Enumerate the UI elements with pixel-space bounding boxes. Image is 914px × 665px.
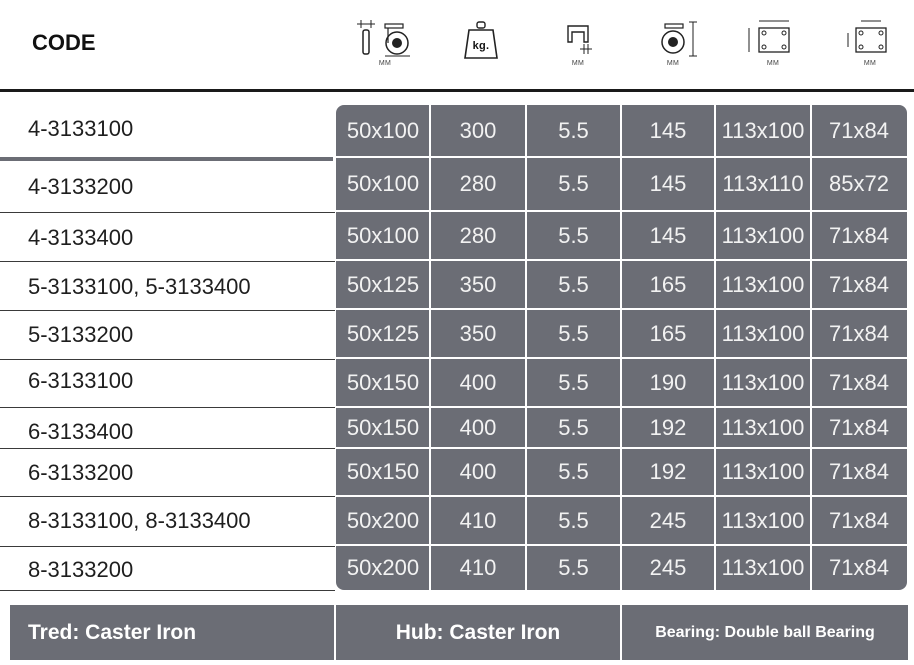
spec-cell: 192: [649, 459, 687, 484]
code-cell: 6-3133200: [28, 460, 134, 485]
code-cell: 8-3133100, 8-3133400: [28, 508, 251, 533]
spec-cell: 5.5: [558, 507, 589, 533]
grid-row-divider: [336, 259, 907, 261]
spec-cell: 50x100: [346, 118, 420, 143]
spec-cell: 71x84: [829, 507, 889, 533]
grid-column-divider: [714, 105, 716, 590]
spec-cell: 192: [649, 414, 687, 440]
spec-cell: 280: [459, 222, 497, 248]
spec-cell: 280: [459, 171, 497, 196]
grid-column-divider: [429, 105, 431, 590]
spec-cell: 165: [649, 271, 687, 297]
spec-cell: 113x100: [721, 271, 805, 297]
grid-row-divider: [336, 156, 907, 158]
spec-cell: 113x100: [721, 414, 805, 440]
plate-size-icon-cell: [743, 18, 803, 74]
fork-thickness-icon: [548, 18, 608, 58]
wheel-height-icon-cell: [643, 18, 703, 74]
grid-column-divider: [525, 105, 527, 590]
spec-cell: 113x100: [721, 118, 805, 143]
spec-cell: 5.5: [558, 271, 589, 297]
spec-cell: 50x100: [346, 222, 420, 248]
grid-row-divider: [336, 210, 907, 212]
code-cell: 6-3133400: [28, 419, 134, 444]
spec-cell: 350: [459, 271, 497, 297]
spec-cell: 50x125: [346, 271, 420, 297]
bolt-hole-spacing-icon-cell: [840, 18, 900, 74]
spec-cell: 245: [649, 507, 687, 533]
spec-cell: 50x150: [346, 459, 420, 484]
spec-cell: 113x100: [721, 320, 805, 346]
grid-row-divider: [336, 544, 907, 546]
spec-cell: 245: [649, 554, 687, 580]
spec-cell: 5.5: [558, 222, 589, 248]
bolt-hole-spacing-icon: [840, 18, 900, 58]
grid-row-divider: [336, 495, 907, 497]
row-divider: [0, 448, 335, 449]
code-cell: 8-3133200: [28, 557, 134, 582]
fork-thickness-unit: MM: [571, 60, 585, 67]
spec-cell: 50x200: [346, 507, 420, 533]
row-divider: [0, 310, 335, 311]
spec-cell: 71x84: [829, 320, 889, 346]
spec-cell: 190: [649, 369, 687, 395]
load-weight-unit: kg.: [472, 40, 490, 52]
wheel-width-icon-cell: [355, 18, 415, 74]
spec-cell: 71x84: [829, 459, 889, 484]
spec-cell: 410: [459, 554, 497, 580]
code-cell: 5-3133100, 5-3133400: [28, 274, 251, 299]
load-weight-icon-cell: [451, 18, 511, 74]
spec-cell: 5.5: [558, 414, 589, 440]
spec-cell: 145: [649, 171, 687, 196]
spec-cell: 50x150: [346, 369, 420, 395]
code-cell: 6-3133100: [28, 368, 134, 393]
spec-cell: 145: [649, 222, 687, 248]
header-code-label: CODE: [32, 30, 96, 55]
spec-cell: 5.5: [558, 171, 589, 196]
material-footer: [10, 605, 908, 660]
spec-cell: 113x110: [722, 171, 804, 196]
spec-cell: 5.5: [558, 118, 589, 143]
grid-row-divider: [336, 406, 907, 408]
spec-cell: 113x100: [721, 459, 805, 484]
plate-size-icon: [743, 18, 803, 58]
plate-size-unit: MM: [766, 60, 780, 67]
spec-cell: 85x72: [829, 171, 889, 196]
spec-cell: 113x100: [721, 369, 805, 395]
spec-cell: 113x100: [721, 554, 805, 580]
code-cell: 4-3133200: [28, 174, 134, 199]
hub-material: Hub: Caster Iron: [395, 620, 561, 644]
spec-cell: 71x84: [829, 222, 889, 248]
grid-column-divider: [810, 105, 812, 590]
spec-cell: 400: [459, 369, 497, 395]
code-cell: 4-3133100: [28, 116, 134, 141]
spec-cell: 50x100: [346, 171, 420, 196]
spec-cell: 5.5: [558, 369, 589, 395]
row-divider: [0, 157, 333, 161]
row-divider: [0, 590, 335, 591]
header-rule: [0, 89, 914, 92]
grid-row-divider: [336, 357, 907, 359]
fork-thickness-icon-cell: [548, 18, 608, 74]
code-cell: 4-3133400: [28, 225, 134, 250]
bearing-type: Bearing: Double ball Bearing: [655, 623, 875, 641]
spec-cell: 5.5: [558, 554, 589, 580]
grid-column-divider: [620, 105, 622, 590]
row-divider: [0, 546, 335, 547]
wheel-height-icon: [643, 18, 703, 58]
grid-row-divider: [336, 308, 907, 310]
wheel-width-unit: MM: [378, 60, 392, 67]
spec-cell: 71x84: [829, 271, 889, 297]
spec-cell: 71x84: [829, 554, 889, 580]
tread-material: Tred: Caster Iron: [28, 620, 197, 644]
spec-cell: 50x125: [346, 320, 420, 346]
spec-cell: 5.5: [558, 320, 589, 346]
spec-cell: 71x84: [829, 369, 889, 395]
row-divider: [0, 261, 335, 262]
wheel-width-icon: [355, 18, 415, 58]
wheel-height-unit: MM: [666, 60, 680, 67]
grid-row-divider: [336, 447, 907, 449]
spec-cell: 50x200: [346, 554, 420, 580]
code-cell: 5-3133200: [28, 322, 134, 347]
spec-cell: 113x100: [721, 507, 805, 533]
spec-cell: 113x100: [721, 222, 805, 248]
row-divider: [0, 407, 335, 408]
spec-cell: 71x84: [829, 118, 889, 143]
spec-cell: 165: [649, 320, 687, 346]
spec-cell: 400: [459, 459, 497, 484]
spec-cell: 400: [459, 414, 497, 440]
spec-cell: 145: [649, 118, 687, 143]
row-divider: [0, 212, 335, 213]
row-divider: [0, 496, 335, 497]
bolt-hole-spacing-unit: MM: [863, 60, 877, 67]
spec-cell: 410: [459, 507, 497, 533]
spec-cell: 300: [459, 118, 497, 143]
spec-cell: 71x84: [829, 414, 889, 440]
spec-cell: 350: [459, 320, 497, 346]
spec-grid: [336, 105, 907, 590]
spec-cell: 50x150: [346, 414, 420, 440]
row-divider: [0, 359, 335, 360]
spec-cell: 5.5: [558, 459, 589, 484]
